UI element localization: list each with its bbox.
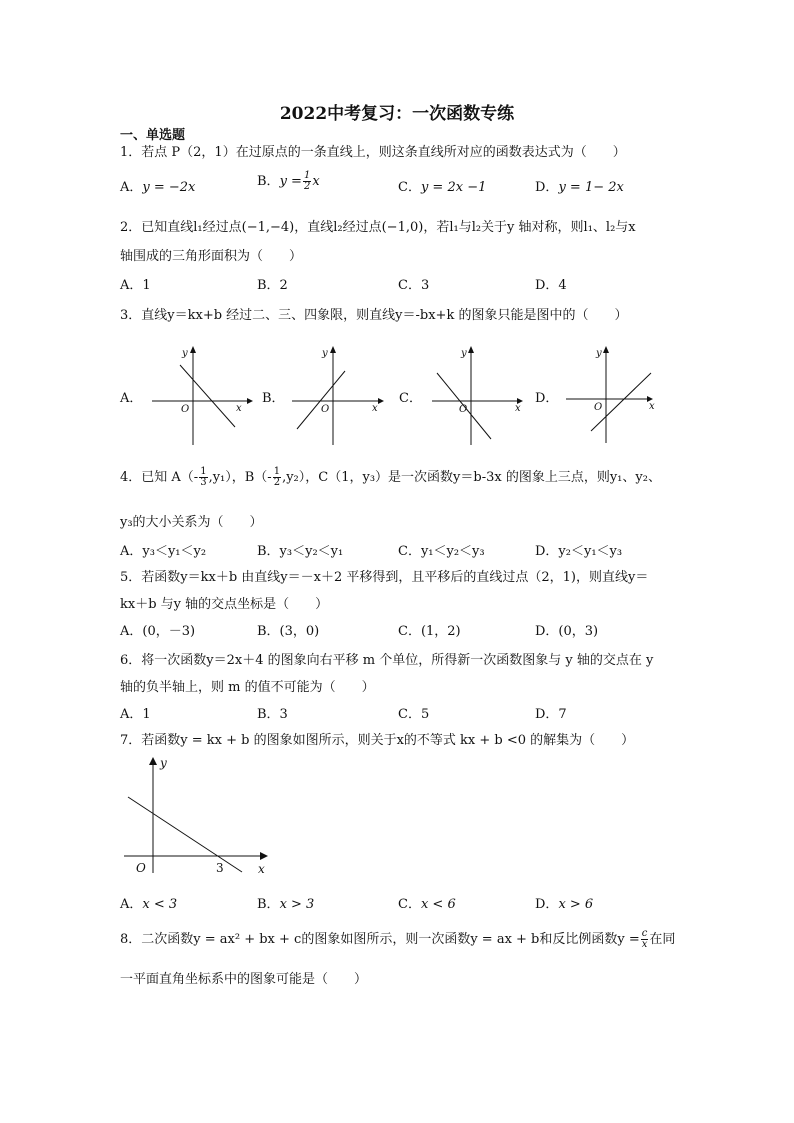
section-heading: 一、单选题 bbox=[120, 128, 186, 143]
q8-fraction: $\frac{c}{x}$ bbox=[641, 928, 648, 950]
y-label: y bbox=[160, 756, 167, 770]
q3-option-d[interactable]: D． bbox=[535, 391, 559, 406]
x-label: x bbox=[649, 401, 655, 412]
q5-stem-line1: 5．若函数y＝kx＋b 由直线y＝－x＋2 平移得到，且平移后的直线过点（2，1)，则直线y＝ bbox=[120, 570, 649, 585]
q4-stem-line2: y₃的大小关系为（ ） bbox=[120, 515, 263, 530]
q6-option-d[interactable]: D．7 bbox=[535, 707, 567, 722]
origin-label: O bbox=[459, 404, 468, 415]
x-axis-arrow bbox=[247, 398, 253, 404]
q1-option-a[interactable]: A．y = −2x bbox=[120, 180, 196, 195]
q3-option-b[interactable]: B． bbox=[262, 391, 285, 406]
q4-stem-line1: 4．已知 A（- $\frac{1}{3}$ ,y₁），B（- $\frac{1}{2}$ ,y₂），C（1，y₃）是一次函数y＝b-3x 的图象上三点，则y₁、y₂、 bbox=[120, 466, 661, 488]
q3-graph-c bbox=[425, 343, 535, 448]
x-label: x bbox=[236, 403, 242, 414]
q8-stem-line1: 8．二次函数y = ax² + bx + c的图象如图所示，则一次函数y = ax + b和反比例函数y = $\frac{c}{x}$ 在同 bbox=[120, 928, 676, 950]
q7-option-c[interactable]: C．x < 6 bbox=[398, 897, 456, 912]
q1-option-b[interactable]: B．y = $\frac{1}{2}$ x bbox=[257, 170, 320, 192]
q2-option-b[interactable]: B．2 bbox=[257, 278, 288, 293]
q1-option-b-fraction: $\frac{1}{2}$ bbox=[303, 170, 311, 192]
x-axis-arrow bbox=[260, 852, 268, 860]
q4-option-d[interactable]: D．y₂＜y₁＜y₃ bbox=[535, 544, 623, 559]
q1-option-d[interactable]: D．y = 1− 2x bbox=[535, 180, 624, 195]
origin-label: O bbox=[594, 402, 603, 413]
page-title: 2022中考复习：一次函数专练 bbox=[279, 104, 515, 124]
x-label: x bbox=[515, 403, 521, 414]
q2-stem-line1: 2．已知直线l₁经过点(−1,−4)，直线l₂经过点(−1,0)，若l₁与l₂关于y 轴对称，则l₁、l₂与x bbox=[120, 220, 636, 235]
graph-line bbox=[180, 365, 235, 427]
q5-option-b[interactable]: B．(3，0) bbox=[257, 624, 320, 639]
q6-stem-line2: 轴的负半轴上，则 m 的值不可能为（ ） bbox=[120, 680, 375, 695]
q5-option-a[interactable]: A．(0，－3) bbox=[120, 624, 196, 639]
x-label: x bbox=[372, 403, 378, 414]
q3-stem: 3．直线y＝kx+b 经过二、三、四象限，则直线y＝-bx+k 的图象只能是图中的（ ） bbox=[120, 308, 628, 323]
q7-option-d[interactable]: D．x > 6 bbox=[535, 897, 594, 912]
origin-label: O bbox=[181, 404, 190, 415]
q2-option-c[interactable]: C．3 bbox=[398, 278, 430, 293]
y-label: y bbox=[322, 348, 328, 359]
q1-option-c[interactable]: C．y = 2x −1 bbox=[398, 180, 487, 195]
y-axis-arrow bbox=[149, 757, 157, 765]
q4-option-c[interactable]: C．y₁＜y₂＜y₃ bbox=[398, 544, 485, 559]
q5-option-c[interactable]: C．(1，2) bbox=[398, 624, 461, 639]
q4-fraction-1: $\frac{1}{3}$ bbox=[200, 466, 207, 488]
q5-stem-line2: kx＋b 与y 轴的交点坐标是（ ） bbox=[120, 597, 329, 612]
q5-option-d[interactable]: D．(0，3) bbox=[535, 624, 599, 639]
y-axis-arrow bbox=[190, 346, 196, 353]
q2-option-a[interactable]: A．1 bbox=[120, 278, 151, 293]
y-label: y bbox=[461, 348, 467, 359]
y-axis-arrow bbox=[603, 346, 609, 353]
q4-option-b[interactable]: B．y₃＜y₂＜y₁ bbox=[257, 544, 344, 559]
q7-option-b[interactable]: B．x > 3 bbox=[257, 897, 315, 912]
q2-stem-line2: 轴围成的三角形面积为（ ） bbox=[120, 249, 303, 264]
q2-option-d[interactable]: D．4 bbox=[535, 278, 567, 293]
q3-graph-a bbox=[145, 343, 255, 448]
tick-label-3: 3 bbox=[216, 861, 224, 875]
q3-option-c[interactable]: C． bbox=[399, 391, 422, 406]
q3-graph-d bbox=[563, 343, 673, 448]
origin-label: O bbox=[321, 404, 330, 415]
q7-stem: 7．若函数y = kx + b 的图象如图所示，则关于x的不等式 kx + b <0 的解集为（ ） bbox=[120, 733, 635, 748]
origin-label: O bbox=[136, 861, 146, 875]
q7-graph bbox=[120, 755, 280, 880]
q3-option-a[interactable]: A． bbox=[120, 391, 143, 406]
q4-option-a[interactable]: A．y₃＜y₁＜y₂ bbox=[120, 544, 207, 559]
q6-option-b[interactable]: B．3 bbox=[257, 707, 288, 722]
q6-option-c[interactable]: C．5 bbox=[398, 707, 430, 722]
q4-fraction-2: $\frac{1}{2}$ bbox=[273, 466, 281, 488]
q8-stem-line2: 一平面直角坐标系中的图象可能是（ ） bbox=[120, 972, 368, 987]
y-axis-arrow bbox=[330, 346, 336, 353]
x-label: x bbox=[258, 862, 265, 876]
q1-stem: 1．若点 P（2，1）在过原点的一条直线上，则这条直线所对应的函数表达式为（ ） bbox=[120, 145, 626, 160]
q7-option-a[interactable]: A．x < 3 bbox=[120, 897, 178, 912]
q6-option-a[interactable]: A．1 bbox=[120, 707, 151, 722]
y-axis-arrow bbox=[468, 346, 474, 353]
y-label: y bbox=[596, 348, 602, 359]
y-label: y bbox=[182, 348, 188, 359]
x-axis-arrow bbox=[378, 398, 384, 404]
q3-graph-b bbox=[285, 343, 395, 448]
q6-stem-line1: 6．将一次函数y＝2x＋4 的图象向右平移 m 个单位，所得新一次函数图象与 y 轴的交点在 y bbox=[120, 653, 654, 668]
graph-line bbox=[297, 371, 345, 429]
